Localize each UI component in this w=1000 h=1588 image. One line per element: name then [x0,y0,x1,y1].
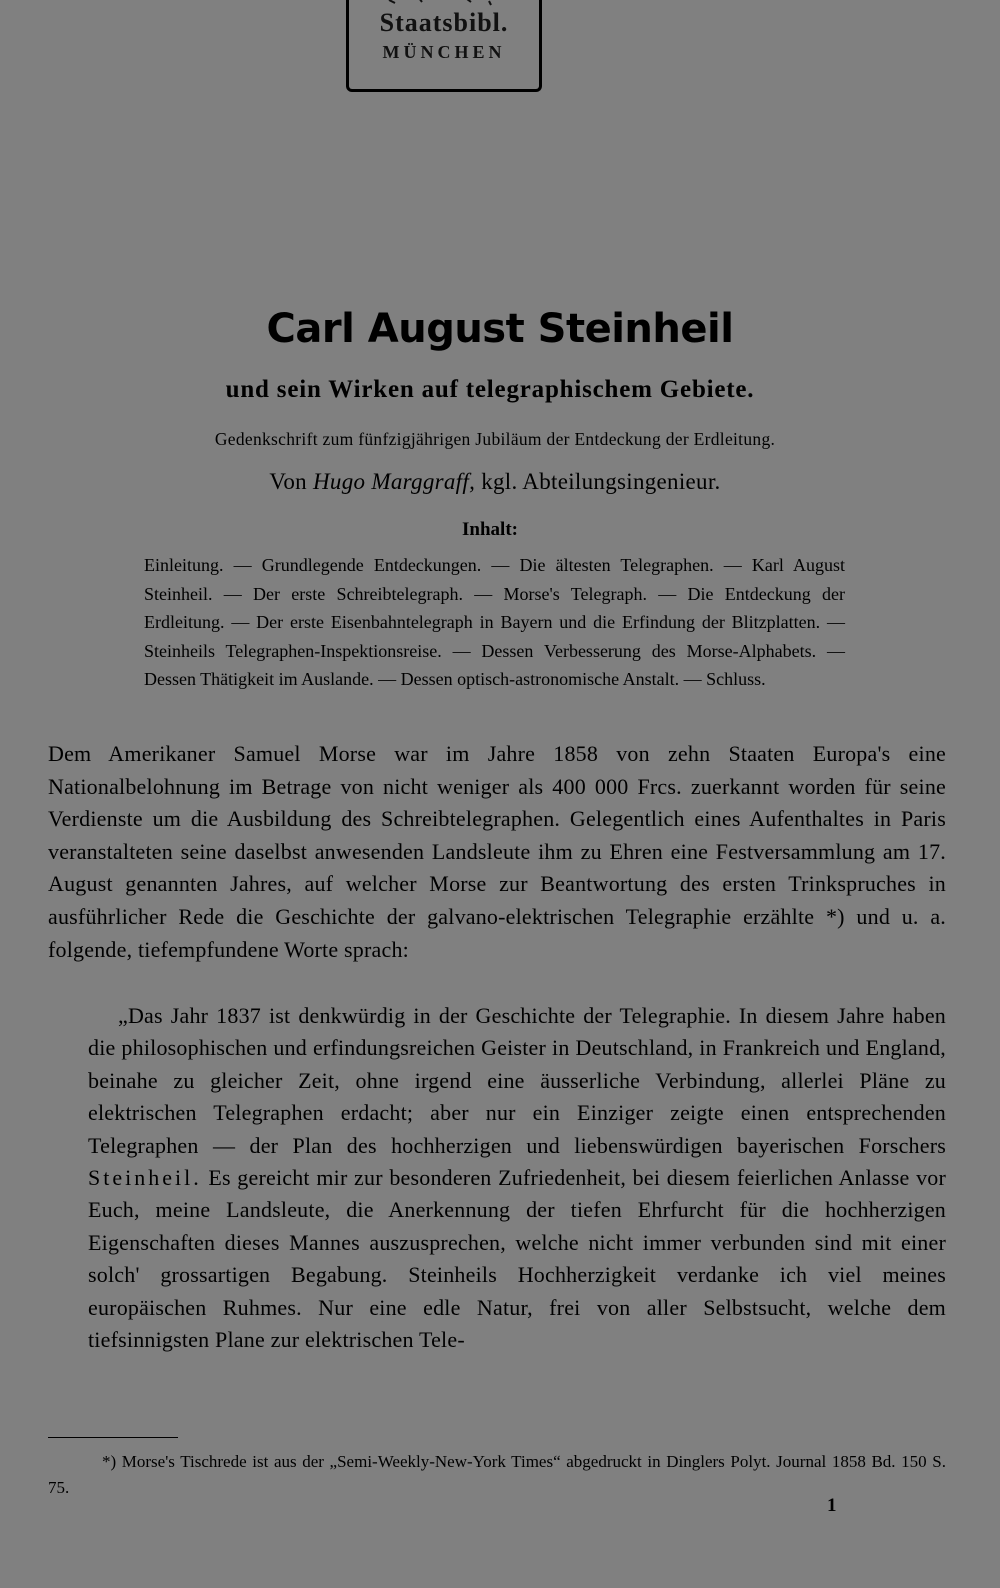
author-title: kgl. Abteilungsingenieur. [481,469,721,494]
library-stamp [346,0,542,92]
footnote: *) Morse's Tischrede ist aus der „Semi-Weekly-New-York Times“ abgedruckt in Dinglers Polyt. Journal 1858 Bd. 150 S. 75. [48,1452,946,1497]
dedication-line: Gedenkschrift zum fünfzigjährigen Jubiläum der Entdeckung der Erdleitung. [214,429,776,449]
author-name: Hugo Marggraff, [313,469,476,494]
page-number: 1 [827,1495,837,1516]
document-subtitle: und sein Wirken auf telegraphischem Gebiete. [225,376,755,403]
quote-paragraph [88,1000,946,1356]
document-title: Carl August Steinheil [266,306,734,352]
contents-list: Einleitung. — Grundlegende Entdeckungen. — Die ältesten Telegraphen. — Karl August Steinheil. — Der erste Schreibtelegraph. — Morse's Telegraph. — Die Entdeckung der Erdleitung. — Der erste Eisenbahntelegraph in Bayern und die Erfindung der Blitzplatten. — Steinheils Telegraphen-Inspektionsreise. — Dessen Verbesserung des Morse-Alphabets. — Dessen Thätigkeit im Auslande. — Dessen optisch-astronomische Anstalt. — Schluss. [144,555,845,689]
quote-name-steinheil: Steinheil. [88,1165,202,1191]
quote-text-before: „Das Jahr 1837 ist denkwürdig in der Geschichte der Telegraphie. In diesem Jahre haben die philosophischen und erfindungsreichen Geister in Deutschland, in Frankreich und England, beinahe zu gleicher Zeit, ohne irgend eine äusserliche Verbindung, allerlei Pläne zu elektrischen Telegraphen erdacht; aber nur ein Einziger zeigte einen entsprechenden Telegraphen — der Plan des hochherzigen und liebenswürdigen bayerischen Forschers [88,1003,946,1158]
footnote-divider [48,1437,178,1438]
contents-heading: Inhalt: [462,519,518,540]
body-paragraph-1: Dem Amerikaner Samuel Morse war im Jahre 1858 von zehn Staaten Europa's eine Nationalbelohnung im Betrage von nicht weniger als 400 000 Frcs. zuerkannt worden für seine Verdienste um die Ausbildung des Schreibtelegraphen. Gelegentlich eines Aufenthaltes in Paris veranstalteten seine daselbst anwesenden Landsleute ihm zu Ehren eine Festversammlung am 17. August genannten Jahres, auf welcher Morse zur Beantwortung des ersten Trinkspruches in ausführlicher Rede die Geschichte der galvano-elektrischen Telegraphie erzählte *) und u. a. folgende, tiefempfundene Worte sprach: [48,741,946,962]
author-line [0,469,990,495]
author-prefix: Von [269,469,307,494]
quote-text-after: Es gereicht mir zur besonderen Zufriedenheit, bei diesem feierlichen Anlasse vor Euch, meine Landsleute, die Anerkennung der tiefen Ehrfurcht für die hochherzigen Eigenschaften dieses Mannes auszusprechen, welche nicht immer verbunden sind mit einer solch' grossartigen Begabung. Steinheils Hochherzigkeit verdanke ich viel meines europäischen Ruhmes. Nur eine edle Natur, frei von aller Selbstsucht, welche dem tiefsinnigsten Plane zur elektrischen Tele- [88,1165,946,1353]
stamp-line1: Staatsbibl. [379,8,509,37]
stamp-line2: MÜNCHEN [382,42,506,62]
